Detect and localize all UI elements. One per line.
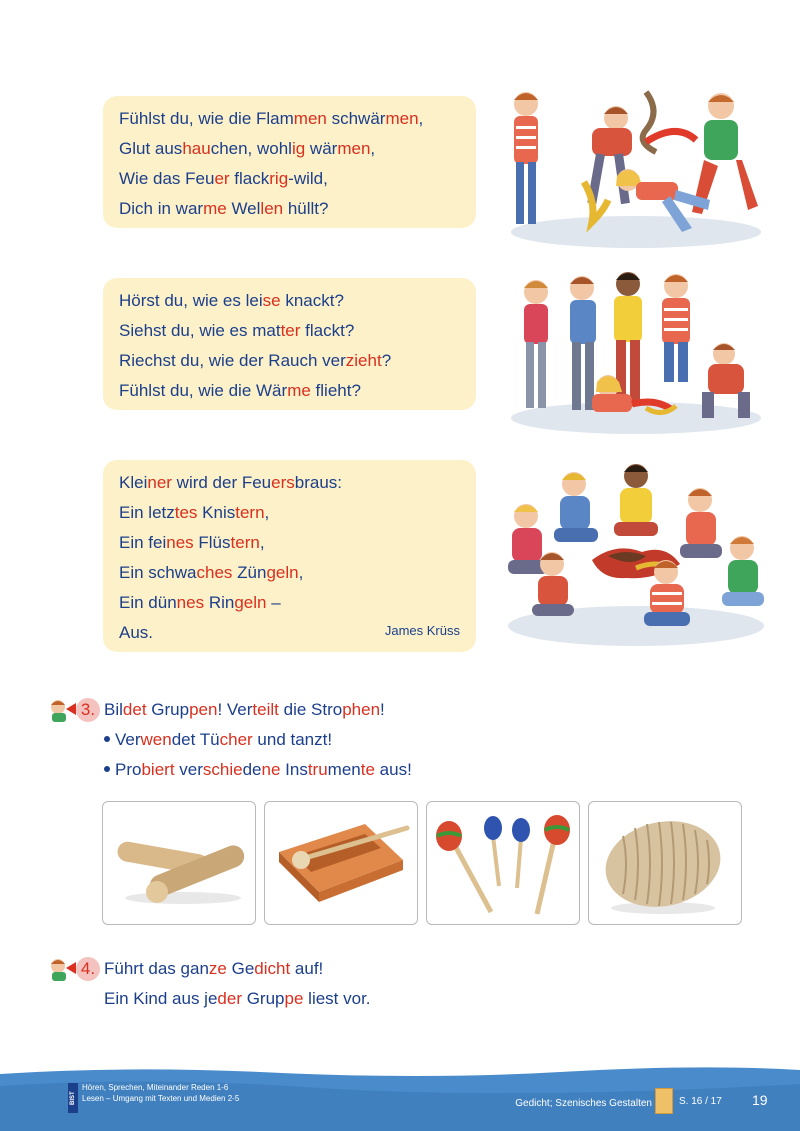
text-segment: aus!: [374, 760, 412, 779]
guiro-egg-icon: [589, 802, 742, 925]
poem-line: [119, 164, 460, 194]
poem-line: [119, 468, 460, 498]
highlight-syllable: tern: [235, 503, 265, 522]
poem-line: [119, 346, 460, 376]
text-segment: Bil: [104, 700, 123, 719]
highlight-syllable: ze: [208, 959, 227, 978]
poem-line: [119, 316, 460, 346]
text-segment: ,: [264, 503, 270, 522]
standard-line-2: Lesen – Umgang mit Texten und Medien 2-5: [82, 1094, 240, 1103]
highlight-syllable: phen: [342, 700, 381, 719]
highlight-syllable: schie: [202, 760, 243, 779]
poem-stanza-1: [103, 96, 476, 228]
highlight-syllable: cher: [219, 730, 253, 749]
highlight-syllable: te: [360, 760, 375, 779]
text-segment: ver: [174, 760, 203, 779]
text-segment: Wie das Feu: [119, 169, 215, 188]
child-speaking-icon: [46, 956, 78, 982]
highlight-syllable: se: [262, 291, 281, 310]
highlight-syllable: tes: [174, 503, 198, 522]
text-segment: Klei: [119, 473, 148, 492]
highlight-syllable: det: [122, 700, 147, 719]
highlight-syllable: ne: [261, 760, 281, 779]
text-segment: Ver: [115, 730, 141, 749]
text-segment: Fühlst du, wie die Flam: [119, 109, 294, 128]
task-3: [46, 697, 746, 787]
highlight-syllable: tru: [307, 760, 328, 779]
highlight-syllable: men: [385, 109, 419, 128]
poem-author: James Krüss: [384, 623, 460, 638]
text-segment: die Stro: [278, 700, 343, 719]
instrument-guiro-egg: [588, 801, 742, 925]
text-segment: Ins: [280, 760, 308, 779]
text-segment: auf!: [290, 959, 324, 978]
highlight-syllable: me: [287, 381, 311, 400]
text-segment: Fühlst du, wie die Wär: [119, 381, 288, 400]
bullet-text: [115, 730, 332, 749]
highlight-syllable: ches: [196, 563, 233, 582]
text-segment: Ge: [226, 959, 255, 978]
bullet-icon: [104, 766, 110, 772]
task-4: [46, 956, 746, 1016]
text-segment: chen, wohl: [210, 139, 292, 158]
text-segment: knackt?: [280, 291, 344, 310]
highlight-syllable: geln: [266, 563, 299, 582]
text-segment: Führt das gan: [104, 959, 209, 978]
text-segment: und tanzt!: [252, 730, 333, 749]
text-segment: Pro: [115, 760, 142, 779]
children-dancing-illustration: [496, 82, 770, 254]
highlight-syllable: ig: [291, 139, 306, 158]
text-segment: det Tü: [171, 730, 220, 749]
instrument-claves: [102, 801, 256, 925]
page-topic: Gedicht; Szenisches Gestalten: [515, 1098, 652, 1109]
text-segment: Wel: [226, 199, 261, 218]
task-line: [104, 699, 385, 721]
highlight-syllable: geln: [234, 593, 267, 612]
highlight-syllable: biert: [141, 760, 175, 779]
text-segment: ,: [418, 109, 424, 128]
task-number: 3.: [76, 698, 100, 722]
text-segment: Hörst du, wie es lei: [119, 291, 263, 310]
text-segment: Aus.: [119, 623, 154, 642]
text-segment: Dich in war: [119, 199, 204, 218]
workbook-icon: [655, 1088, 673, 1114]
task-bullet-line: [104, 729, 332, 751]
instrument-woodblock: [264, 801, 418, 925]
poem-line: [119, 498, 460, 528]
children-circle-illustration: [496, 456, 770, 656]
text-segment: Rin: [204, 593, 235, 612]
task-bullet-line: [104, 759, 412, 781]
task-number: 4.: [76, 957, 100, 981]
text-segment: ,: [298, 563, 304, 582]
text-segment: Riechst du, wie der Rauch ver: [119, 351, 346, 370]
text-segment: braus:: [294, 473, 343, 492]
highlight-syllable: der: [217, 989, 242, 1008]
text-segment: ! Ver: [217, 700, 253, 719]
text-segment: liest vor.: [303, 989, 371, 1008]
poem-line: [119, 588, 460, 618]
text-segment: ,: [370, 139, 376, 158]
highlight-syllable: tern: [230, 533, 260, 552]
poem-line: [119, 376, 460, 406]
highlight-syllable: er: [214, 169, 230, 188]
standard-line-1: Hören, Sprechen, Miteinander Reden 1-6: [82, 1083, 229, 1092]
text-segment: wird der Feu: [171, 473, 272, 492]
text-segment: ,: [259, 533, 265, 552]
text-segment: men: [327, 760, 361, 779]
bullet-text: [115, 760, 412, 779]
text-segment: flackt?: [300, 321, 355, 340]
text-segment: !: [380, 700, 385, 719]
text-segment: flack: [229, 169, 270, 188]
highlight-syllable: hau: [182, 139, 211, 158]
text-segment: Ein Kind aus je: [104, 989, 218, 1008]
highlight-syllable: nes: [166, 533, 194, 552]
text-segment: Grup: [146, 700, 190, 719]
text-segment: wär: [305, 139, 338, 158]
poem-line: [119, 104, 460, 134]
highlight-syllable: dicht: [254, 959, 291, 978]
task-line: [104, 988, 371, 1010]
poem-stanza-3: [103, 460, 476, 652]
text-segment: Siehst du, wie es mat: [119, 321, 281, 340]
highlight-syllable: me: [203, 199, 227, 218]
highlight-syllable: men: [293, 109, 327, 128]
highlight-syllable: pen: [189, 700, 218, 719]
claves-icon: [103, 802, 256, 925]
task-line: [104, 958, 323, 980]
text-segment: –: [266, 593, 281, 612]
highlight-syllable: ter: [280, 321, 301, 340]
poem-line: [119, 134, 460, 164]
highlight-syllable: pe: [284, 989, 304, 1008]
highlight-syllable: ers: [271, 473, 295, 492]
text-segment: -wild,: [288, 169, 328, 188]
text-segment: flieht?: [310, 381, 361, 400]
text-segment: Ein fei: [119, 533, 167, 552]
text-segment: Grup: [241, 989, 285, 1008]
poem-line: [119, 286, 460, 316]
woodblock-icon: [265, 802, 418, 925]
maracas-icon: [427, 802, 580, 925]
highlight-syllable: nes: [176, 593, 205, 612]
bullet-icon: [104, 736, 110, 742]
poem-line: [119, 528, 460, 558]
text-segment: Ein dün: [119, 593, 177, 612]
text-segment: Glut aus: [119, 139, 183, 158]
text-segment: de: [242, 760, 262, 779]
text-segment: Ein schwa: [119, 563, 197, 582]
workbook-pages: S. 16 / 17: [679, 1096, 722, 1107]
poem-line: [119, 558, 460, 588]
highlight-syllable: ner: [147, 473, 172, 492]
text-segment: Ein letz: [119, 503, 175, 522]
poem-stanza-2: [103, 278, 476, 410]
highlight-syllable: teilt: [252, 700, 279, 719]
bist-badge: BIST: [68, 1083, 78, 1113]
child-speaking-icon: [46, 697, 78, 723]
instrument-maracas: [426, 801, 580, 925]
text-segment: Knis: [197, 503, 236, 522]
highlight-syllable: men: [337, 139, 371, 158]
text-segment: hüllt?: [283, 199, 329, 218]
highlight-syllable: zieht: [345, 351, 382, 370]
text-segment: schwär: [326, 109, 386, 128]
poem-line: [119, 194, 460, 224]
text-segment: ?: [381, 351, 392, 370]
text-segment: Zün: [232, 563, 267, 582]
page-number: 19: [752, 1092, 768, 1108]
highlight-syllable: len: [260, 199, 284, 218]
children-listening-illustration: [496, 268, 770, 440]
highlight-syllable: rig: [269, 169, 289, 188]
highlight-syllable: wen: [140, 730, 172, 749]
text-segment: Flüs: [193, 533, 231, 552]
